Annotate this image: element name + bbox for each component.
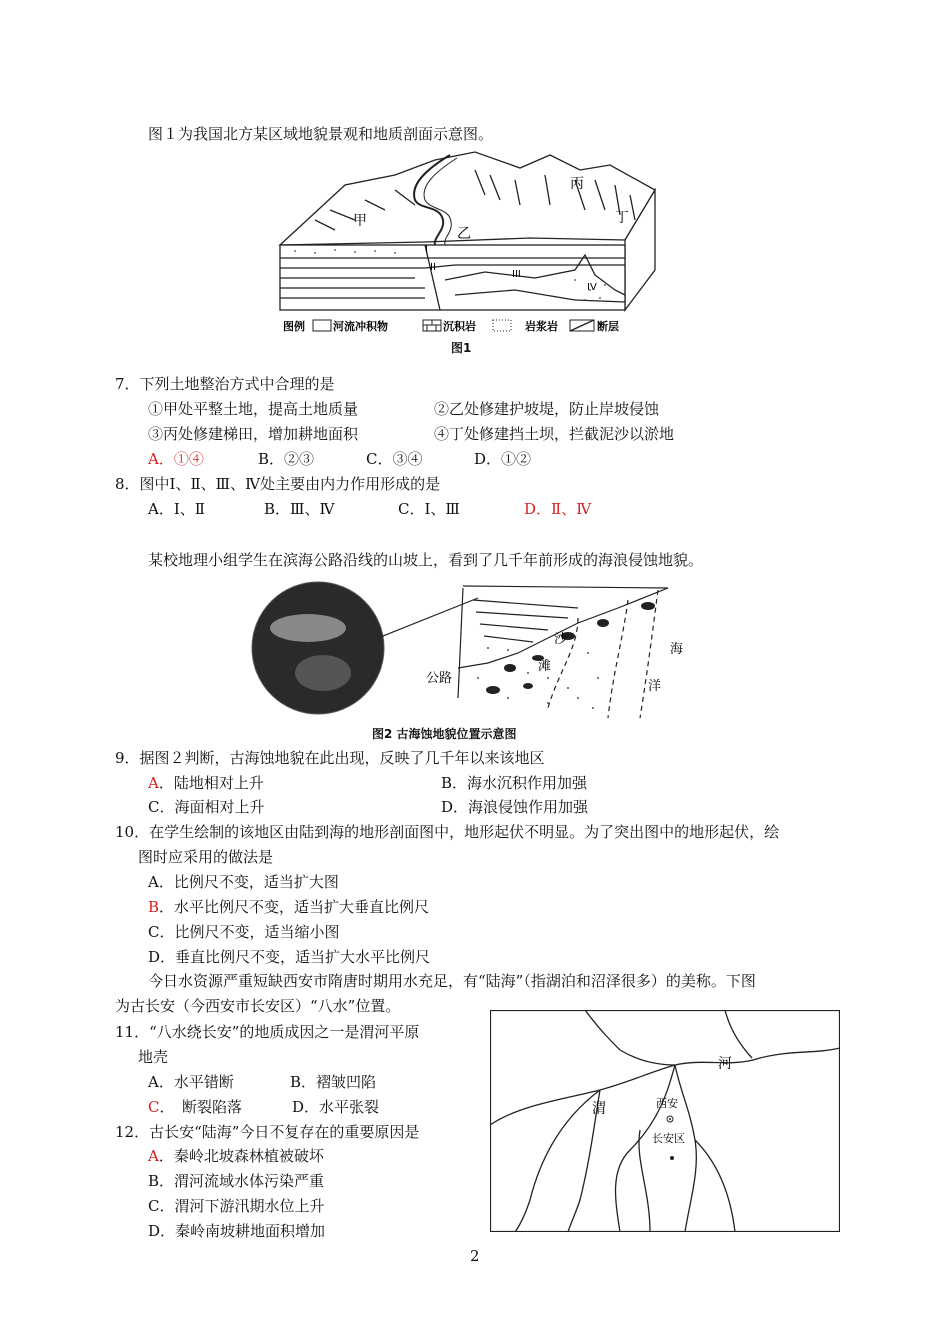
label-hai: 海 <box>670 642 684 657</box>
q7-choice-c: C．③④ <box>366 450 423 468</box>
q7-choice-b: B．②③ <box>258 450 315 468</box>
q8-choice-c: C．Ⅰ、Ⅲ <box>398 500 460 518</box>
q10-choice-c: C．比例尺不变，适当缩小图 <box>148 923 340 941</box>
figure-1-caption: 图1 <box>451 341 472 355</box>
q9-choice-d: D．海浪侵蚀作用加强 <box>441 798 589 816</box>
q8-stem: 8．图中Ⅰ、Ⅱ、Ⅲ、Ⅳ处主要由内力作用形成的是 <box>115 475 441 493</box>
figure-1-intro: 图１为我国北方某区域地貌景观和地质剖面示意图。 <box>148 125 494 143</box>
label-r1: I <box>425 244 428 255</box>
q12-choice-b: B．渭河流域水体污染严重 <box>148 1172 325 1190</box>
label-yi: 乙 <box>457 226 471 242</box>
q8-choice-a: A．Ⅰ、Ⅱ <box>148 500 205 518</box>
figure-1-block-diagram <box>275 150 665 360</box>
legend-swatch-igneous <box>493 320 511 331</box>
label-ding: 丁 <box>615 210 629 226</box>
q10-choice-a: A．比例尺不变，适当扩大图 <box>148 873 339 891</box>
legend-title: 图例 <box>283 320 305 333</box>
label-jia: 甲 <box>353 213 367 229</box>
map-label-wei: 渭 <box>592 1101 606 1117</box>
q10-choice-d: D．垂直比例尺不变，适当扩大水平比例尺 <box>148 948 431 966</box>
q7-option-2: ②乙处修建护坡堤，防止岸坡侵蚀 <box>434 400 660 418</box>
q9-stem: 9．据图２判断，古海蚀地貌在此出现，反映了几千年以来该地区 <box>115 749 545 767</box>
label-bing: 丙 <box>570 176 584 192</box>
q11-choice-b: B．褶皱凹陷 <box>290 1073 377 1091</box>
q11-choice-c: C． 断裂陷落 <box>148 1098 242 1116</box>
label-tan: 滩 <box>538 659 552 674</box>
q8-choice-b: B．Ⅲ、Ⅳ <box>264 500 335 518</box>
map-intro-line1: 今日水资源严重短缺西安市隋唐时期用水充足，有“陆海”（指湖泊和沼泽很多）的美称。下图 <box>148 972 756 990</box>
q10-stem-line1: 10．在学生绘制的该地区由陆到海的地形剖面图中，地形起伏不明显。为了突出图中的地形起伏，绘 <box>115 823 780 841</box>
q9-choice-c: C．海面相对上升 <box>148 798 265 816</box>
label-road: 公路 <box>426 671 453 686</box>
q12-choice-a: A．秦岭北坡森林植被破坏 <box>148 1147 324 1165</box>
q9-choice-b: B．海水沉积作用加强 <box>441 774 588 792</box>
figure-2-intro: 某校地理小组学生在滨海公路沿线的山坡上，看到了几千年前形成的海浪侵蚀地貌。 <box>148 551 704 569</box>
label-r3: III <box>512 269 521 280</box>
q10-stem-line2: 图时应采用的做法是 <box>138 848 274 866</box>
q8-choice-d: D．Ⅱ、Ⅳ <box>524 500 592 518</box>
label-r4: IV <box>587 282 597 293</box>
q7-option-4: ④丁处修建挡土坝，拦截泥沙以淤地 <box>434 425 675 443</box>
legend-item-fault: 断层 <box>597 320 619 333</box>
q11-stem-line1: 11．“八水绕长安”的地质成因之一是渭河平原 <box>115 1023 420 1041</box>
q11-choice-d: D．水平张裂 <box>292 1098 380 1116</box>
label-yang: 洋 <box>648 679 662 694</box>
map-intro-line2: 为古长安（今西安市长安区）“八水”位置。 <box>115 997 401 1015</box>
q7-option-1: ①甲处平整土地，提高土地质量 <box>148 400 359 418</box>
q12-choice-c: C．渭河下游汛期水位上升 <box>148 1197 325 1215</box>
changan-rivers-map <box>490 1010 840 1232</box>
q7-option-3: ③丙处修建梯田，增加耕地面积 <box>148 425 359 443</box>
legend-item-igneous: 岩浆岩 <box>525 320 558 333</box>
figure-2-caption: 图2 古海蚀地貌位置示意图 <box>372 727 517 741</box>
map-label-xian: 西安 <box>656 1097 678 1110</box>
q7-choice-a: A．①④ <box>148 450 204 468</box>
map-label-changan: 长安区 <box>652 1132 685 1145</box>
q12-stem: 12．古长安“陆海”今日不复存在的重要原因是 <box>115 1123 420 1141</box>
legend-item-alluvium: 河流冲积物 <box>333 320 388 333</box>
label-sha: 沙 <box>554 632 568 647</box>
figure-2-coastal-diagram <box>248 578 703 726</box>
legend-swatch-alluvium <box>313 320 331 331</box>
page-number: 2 <box>470 1247 480 1265</box>
q12-choice-d: D．秦岭南坡耕地面积增加 <box>148 1222 326 1240</box>
q11-choice-a: A．水平错断 <box>148 1073 234 1091</box>
q7-choice-d: D．①② <box>474 450 532 468</box>
legend-item-sedimentary: 沉积岩 <box>443 320 476 333</box>
q11-stem-line2: 地壳 <box>138 1048 169 1066</box>
q9-choice-a: A．陆地相对上升 <box>148 774 264 792</box>
q7-stem: 7．下列土地整治方式中合理的是 <box>115 375 335 393</box>
map-label-he: 河 <box>718 1056 732 1072</box>
q10-choice-b: B．水平比例尺不变，适当扩大垂直比例尺 <box>148 898 430 916</box>
label-r2: II <box>430 262 436 273</box>
